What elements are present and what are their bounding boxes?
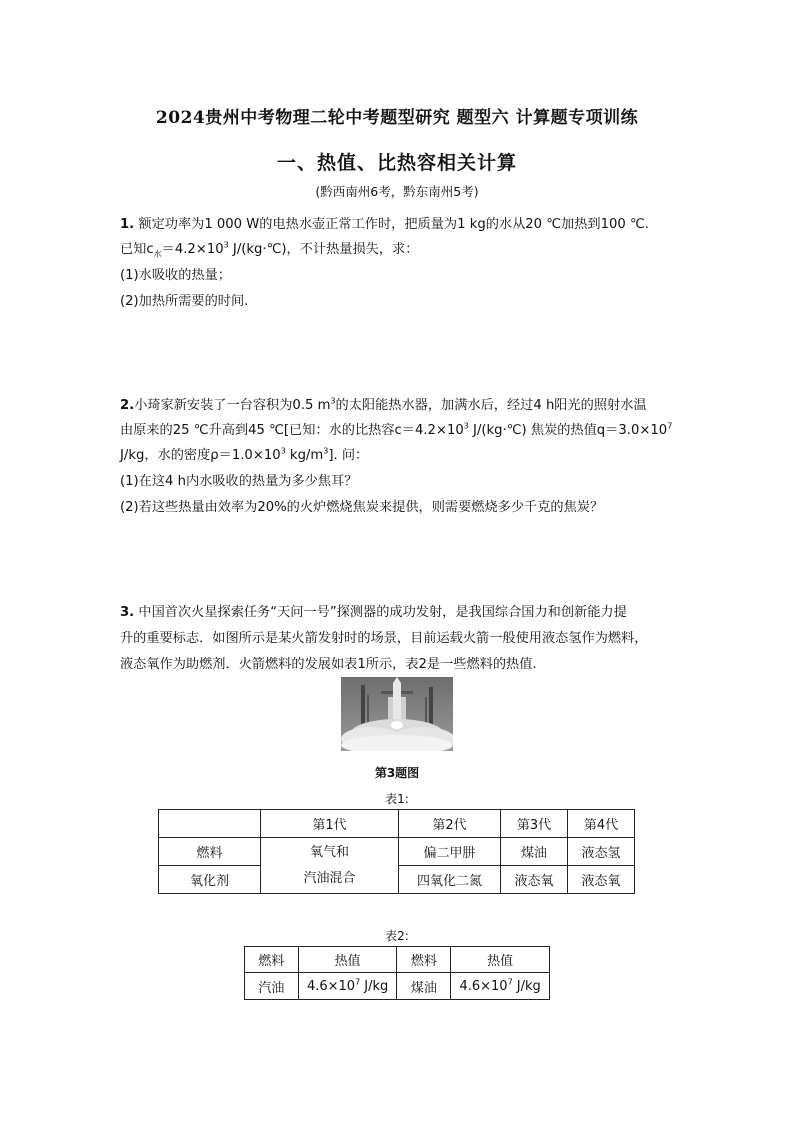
table-1-gen2-oxidizer: 四氧化二氮 xyxy=(399,866,501,894)
table-2-header-value-2: 热值 xyxy=(451,947,550,973)
document-title: 2024贵州中考物理二轮中考题型研究 题型六 计算题专项训练 xyxy=(155,108,639,128)
table-2-label: 表2: xyxy=(385,929,409,943)
table-2-fuel-kerosene: 煤油 xyxy=(397,973,451,1000)
table-2-data-row xyxy=(245,973,550,1000)
table-2 xyxy=(244,946,550,1000)
table-2-value-gasoline: $4.6\times 10^7$ J/kg xyxy=(298,973,397,1000)
table-2-header-row xyxy=(245,947,550,973)
q2-part-1: (1)在这4 h内水吸收的热量为多少焦耳？ xyxy=(120,474,358,489)
section-heading: 一、热值、比热容相关计算 xyxy=(276,152,517,174)
table-1-header-gen2: 第2代 xyxy=(399,810,501,838)
table-1-gen4-fuel: 液态氢 xyxy=(568,838,635,866)
table-1-header-empty xyxy=(159,810,261,838)
table-1 xyxy=(158,809,635,894)
table-1-header-gen1: 第1代 xyxy=(261,810,399,838)
table-2-fuel-gasoline: 汽油 xyxy=(245,973,299,1000)
table-1-gen2-fuel: 偏二甲肼 xyxy=(399,838,501,866)
q2-part-2: (2)若这些热量由效率为20%的火炉燃烧焦炭来提供，则需要燃烧多少千克的焦炭？ xyxy=(120,500,604,515)
q3-line-2: 升的重要标志．如图所示是某火箭发射时的场景，目前运载火箭一般使用液态氢作为燃料， xyxy=(120,631,648,646)
source-note: (黔西南州6考，黔东南州5考) xyxy=(315,184,479,199)
q1-line-2: 已知$c_水=4.2\times 10^3$ J/(kg·℃)，不计热量损失，求： xyxy=(120,240,419,259)
table-1-header-gen3: 第3代 xyxy=(501,810,568,838)
table-1-gen3-fuel: 煤油 xyxy=(501,838,568,866)
table-1-header-gen4: 第4代 xyxy=(568,810,635,838)
q1-part-1: (1)水吸收的热量； xyxy=(120,268,231,283)
q1-line-1: 1. 额定功率为1 000 W的电热水壶正常工作时，把质量为1 kg的水从20 ℃加热到100 ℃. xyxy=(120,217,649,232)
figure-caption: 第3题图 xyxy=(374,766,420,780)
table-1-label: 表1: xyxy=(385,792,409,806)
q2-line-1: 2.小琦家新安装了一台容积为0.5 $m^3$的太阳能热水器，加满水后，经过4 h阳光的照射水温 xyxy=(120,396,647,413)
q3-line-3: 液态氧作为助燃剂．火箭燃料的发展如表1所示，表2是一些燃料的热值. xyxy=(120,657,537,672)
table-2-header-fuel-1: 燃料 xyxy=(245,947,299,973)
table-2-header-fuel-2: 燃料 xyxy=(397,947,451,973)
q3-line-1: 3. 中国首次火星探索任务“天问一号”探测器的成功发射，是我国综合国力和创新能力提 xyxy=(120,605,627,620)
table-2-value-kerosene: $4.6\times 10^7$ J/kg xyxy=(451,973,550,1000)
table-1-gen3-oxidizer: 液态氧 xyxy=(501,866,568,894)
q3-number: 3. xyxy=(120,605,135,620)
table-1-gen4-oxidizer: 液态氧 xyxy=(568,866,635,894)
table-2-header-value-1: 热值 xyxy=(298,947,397,973)
q2-number: 2. xyxy=(120,398,135,413)
table-1-header-row xyxy=(159,810,635,838)
table-1-row-label-fuel: 燃料 xyxy=(159,838,261,866)
q1-part-2: (2)加热所需要的时间. xyxy=(120,294,249,309)
rocket-launch-photo xyxy=(341,677,453,751)
table-1-row-fuel xyxy=(159,838,635,866)
q2-line-2: 由原来的25 ℃升高到45 ℃[已知：水的比热容$c=4.2\times 10^3$ J/(kg·℃) 焦炭的热值$q=3.0\times 10^7$ xyxy=(120,421,673,438)
q2-line-3: J/kg，水的密度$\rho=1.0\times 10^3$ $kg/m^3$]. 问： xyxy=(120,446,369,463)
table-1-row-label-oxidizer: 氧化剂 xyxy=(159,866,261,894)
q1-number: 1. xyxy=(120,217,135,232)
table-1-gen1-cell: 氧气和 汽油混合 xyxy=(261,838,399,894)
